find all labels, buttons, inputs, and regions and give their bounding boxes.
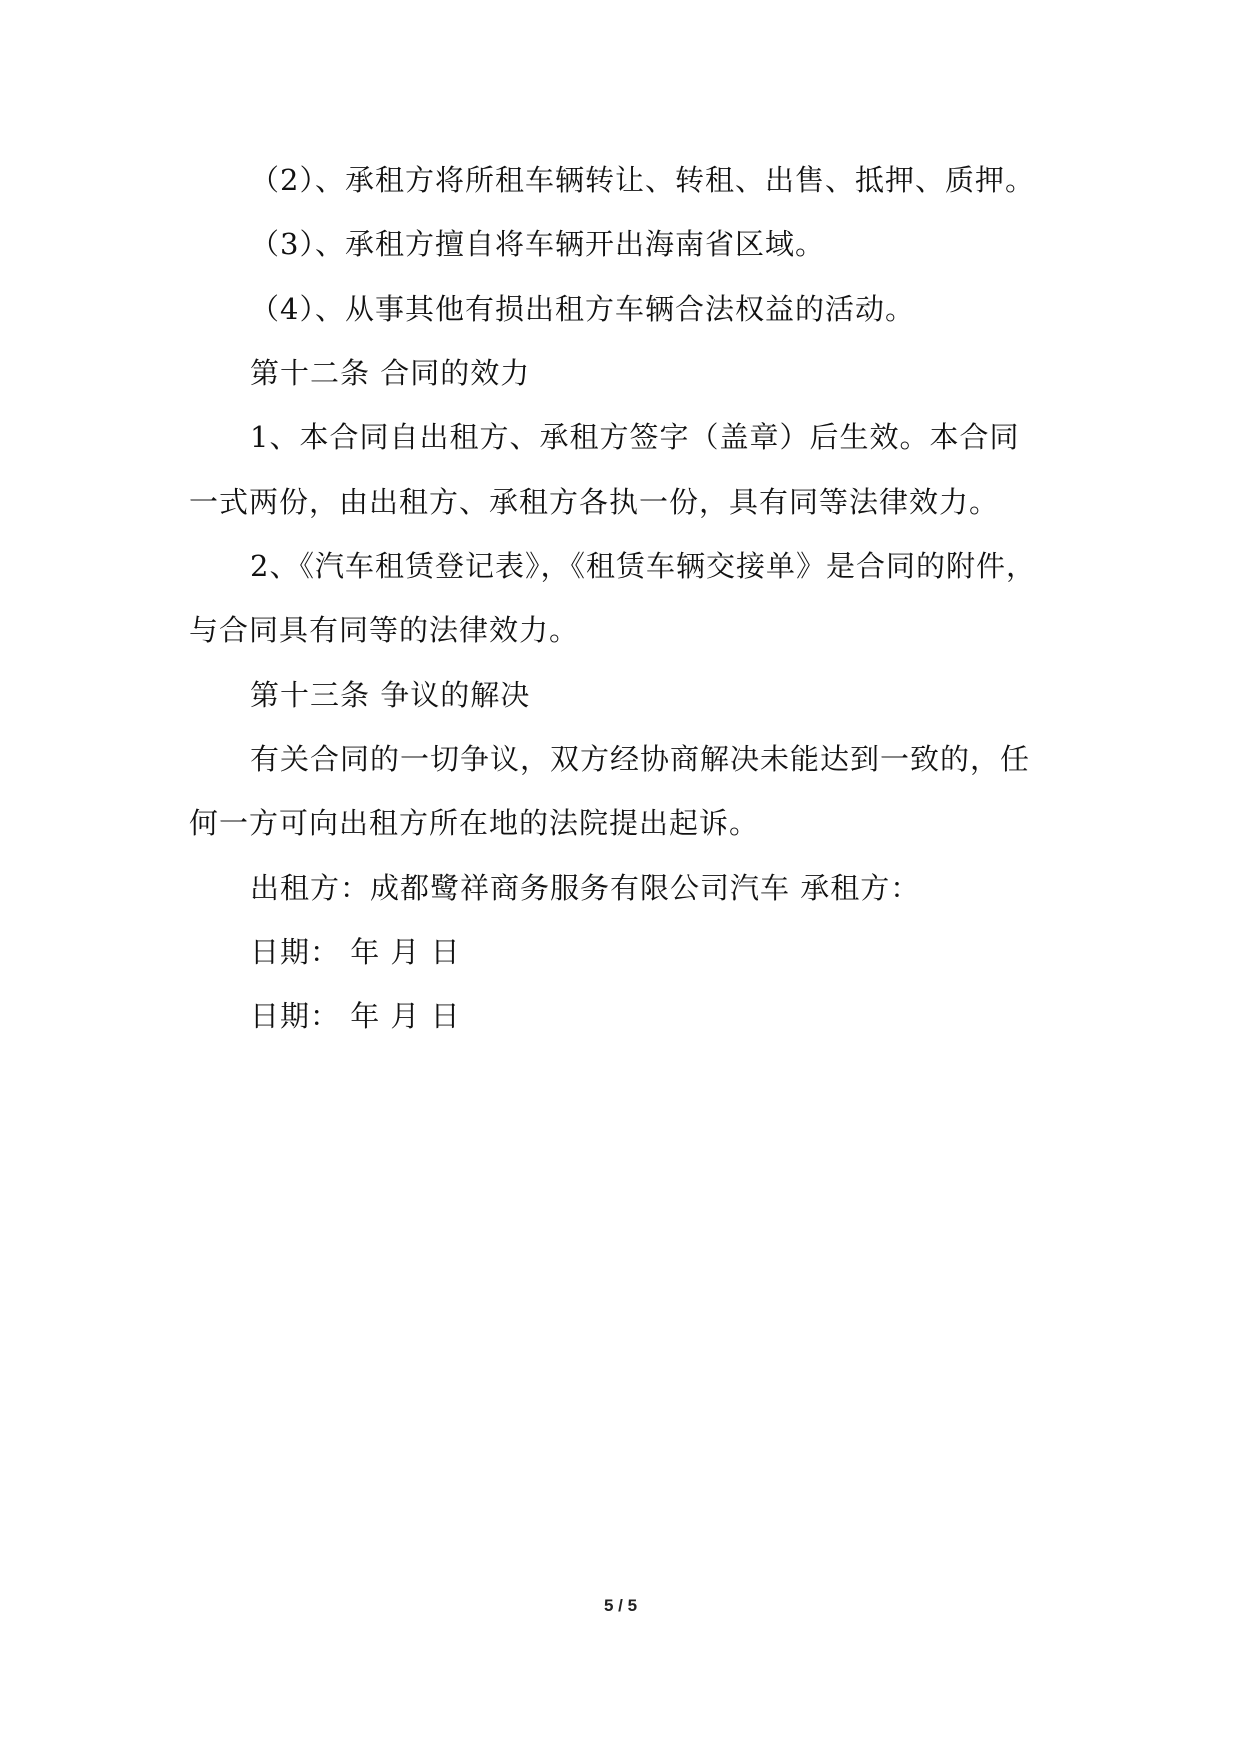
article-12-para-2-line-2: 与合同具有同等的法律效力。 [189, 613, 580, 647]
signature-parties: 出租方：成都鹭祥商务服务有限公司汽车 承租方： [250, 871, 921, 905]
article-12-para-1-line-1: 1、本合同自出租方、承租方签字（盖章）后生效。本合同 [250, 420, 1020, 454]
date-line-lessee: 日期： 年 月 日 [250, 999, 461, 1033]
clause-item-3: （3）、承租方擅自将车辆开出海南省区域。 [250, 227, 825, 261]
article-13-para-line-2: 何一方可向出租方所在地的法院提出起诉。 [189, 806, 760, 840]
clause-item-4: （4）、从事其他有损出租方车辆合法权益的活动。 [250, 292, 915, 326]
article-13-para-line-1: 有关合同的一切争议，双方经协商解决未能达到一致的，任 [250, 742, 1031, 776]
article-12-para-1-line-2: 一式两份，由出租方、承租方各执一份，具有同等法律效力。 [189, 485, 1000, 519]
article-12-heading: 第十二条 合同的效力 [250, 356, 531, 390]
page-number: 5 / 5 [603, 1596, 638, 1615]
article-12-para-2-line-1: 2、《汽车租赁登记表》，《租赁车辆交接单》是合同的附件， [250, 549, 1036, 583]
date-line-lessor: 日期： 年 月 日 [250, 935, 461, 969]
article-13-heading: 第十三条 争议的解决 [250, 678, 531, 712]
clause-item-2: （2）、承租方将所租车辆转让、转租、出售、抵押、质押。 [250, 163, 1035, 197]
